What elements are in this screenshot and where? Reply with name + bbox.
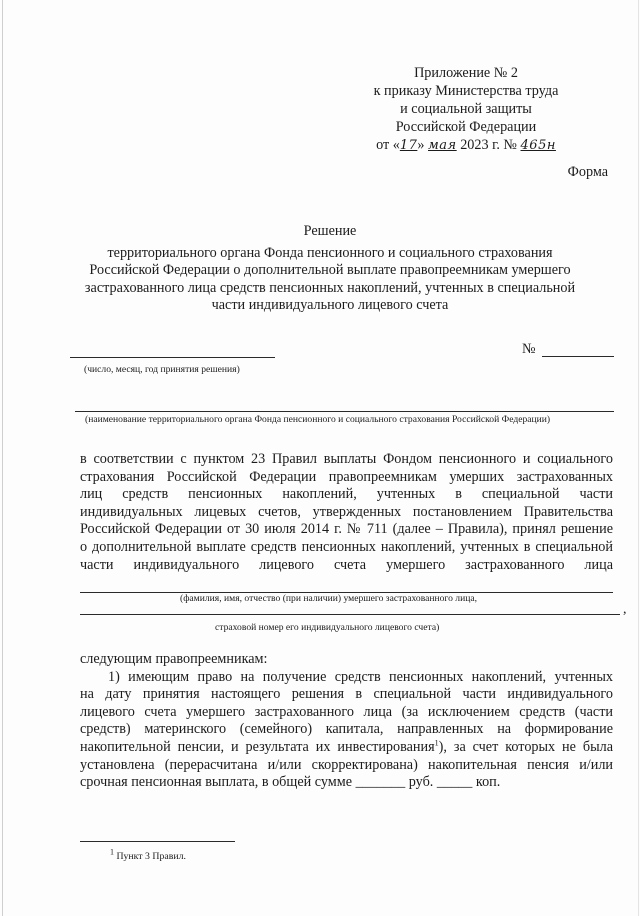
successors-paragraph xyxy=(80,651,613,792)
appendix-title: Приложение № 2 xyxy=(414,65,518,81)
footnote-reference: 1 xyxy=(434,738,439,748)
appendix-country: Российской Федерации xyxy=(395,119,537,135)
title-line-5: части индивидуального лицевого счета xyxy=(211,297,449,313)
para1-line-7: части индивидуального лицевого счета умершего застрахованного лица xyxy=(80,556,613,573)
appendix-header xyxy=(346,64,586,155)
scan-edge-left xyxy=(2,0,3,916)
snils-caption: страховой номер его индивидуального лицевого счета) xyxy=(215,622,440,633)
para1-line-5: Российской Федерации от 30 июля 2014 г. № 711 (далее – Правила), принял решение xyxy=(80,521,613,538)
footnote xyxy=(110,847,186,862)
date-prefix: от « xyxy=(376,137,400,153)
date-year-text: 2023 г. № xyxy=(460,137,517,153)
decision-number-label: № xyxy=(522,341,536,357)
para2-line-1: следующим правопреемникам: xyxy=(80,651,268,667)
para1-line-4: индивидуальных лицевых счетов, утвержденных постановлением Правительства xyxy=(80,503,613,520)
para2-line-6a: накопительной пенсии, и результата их инвестирования xyxy=(80,738,435,755)
para1-line-6: о дополнительной выплате средств пенсионных накоплений, учтенных в специальной xyxy=(80,538,613,555)
para2-line-6b: ), за счет которых не была xyxy=(438,738,613,755)
para2-line-7: установлена (перерасчитана и/или скорректирована) накопительная пенсия и/или xyxy=(80,756,613,773)
footnote-text: Пункт 3 Правил. xyxy=(114,851,186,862)
title-line-2: территориального органа Фонда пенсионного и социального страхования xyxy=(107,244,553,261)
scan-edge-right xyxy=(638,0,639,916)
fio-caption: (фамилия, имя, отчество (при наличии) умершего застрахованного лица, xyxy=(180,593,478,604)
date-mid: » xyxy=(417,137,429,153)
date-day-handwritten: 17 xyxy=(399,138,418,153)
para1-line-3: лиц средств пенсионных накоплений, учтенных в специальной части xyxy=(80,486,613,503)
para2-line-5: средств) материнского (семейного) капитала, направленных на формирование xyxy=(80,721,613,738)
date-caption: (число, месяц, год принятия решения) xyxy=(84,364,240,375)
snils-blank-line xyxy=(80,614,620,615)
trailing-comma: , xyxy=(623,602,627,617)
decision-number-blank xyxy=(542,356,614,357)
document-title xyxy=(70,223,590,315)
para2-line-8: срочная пенсионная выплата, в общей сумме _______ руб. _____ коп. xyxy=(80,774,501,791)
title-line-4: застрахованного лица средств пенсионных накоплений, учтенных в специальной xyxy=(84,279,576,296)
date-year xyxy=(457,137,517,153)
order-number-handwritten: 465н xyxy=(520,138,556,153)
appendix-order: к приказу Министерства труда xyxy=(373,83,559,99)
date-blank-line xyxy=(70,357,275,358)
para1-line-2: страхования Российской Федерации правопреемникам умерших застрахованных xyxy=(80,468,613,485)
org-caption: (наименование территориального органа Фонда пенсионного и социального страхования Российской Федерации) xyxy=(85,414,551,425)
para2-line-4: лицевого счета умершего застрахованного лица (за исключением средств (части xyxy=(80,703,613,720)
footnote-mark: 1 xyxy=(110,847,114,857)
footnote-separator xyxy=(80,841,235,842)
date-month-handwritten: мая xyxy=(428,138,457,153)
para2-line-2: 1) имеющим право на получение средств пенсионных накоплений, учтенных xyxy=(108,668,613,685)
para2-line-3: на дату принятия настоящего решения в специальной части индивидуального xyxy=(80,686,613,703)
title-line-1: Решение xyxy=(303,223,357,239)
para2-line-6 xyxy=(80,739,613,757)
title-line-3: Российской Федерации о дополнительной выплате правопреемникам умершего xyxy=(89,262,571,278)
appendix-ministry: и социальной защиты xyxy=(400,101,532,117)
org-name-blank-line xyxy=(75,411,614,412)
form-label: Форма xyxy=(567,164,608,180)
decision-paragraph xyxy=(80,451,613,574)
appendix-date-line xyxy=(346,136,586,155)
para1-line-1: в соответствии с пунктом 23 Правил выплаты Фондом пенсионного и социального xyxy=(80,451,613,467)
